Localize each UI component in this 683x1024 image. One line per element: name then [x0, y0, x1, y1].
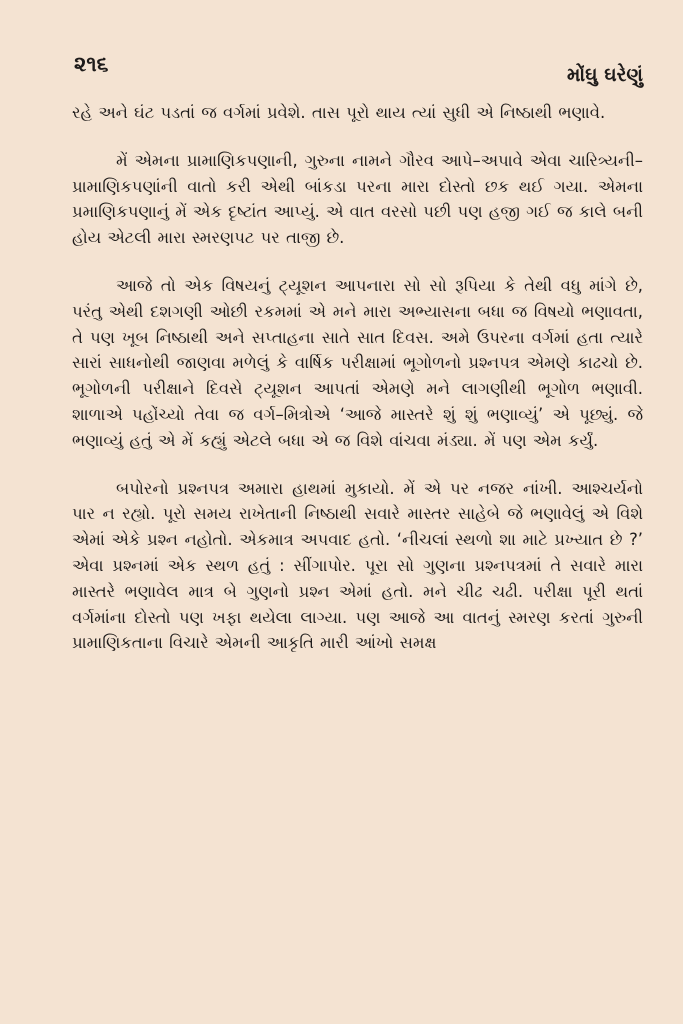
paragraph-continuation: રહે અને ઘંટ પડતાં જ વર્ગમાં પ્રવેશે. તાસ પૂરો થાય ત્યાં સુધી એ નિષ્ઠાથી ભણાવે.	[72, 103, 606, 122]
page-number: ૨૧૬	[74, 52, 109, 76]
paragraph-4: બપોરનો પ્રશ્નપત્ર અમારા હાથમાં મુકાયો. મેં એ પર નજર નાંખી. આશ્ચર્યનો પાર ન રહ્યો. પૂરો સમય રાખેતાની નિષ્ઠાથી સવારે માસ્તર સાહેબે જે ભણાવેલું એ વિશે એમાં એકે પ્રશ્ન નહોતો. એકમાત્ર અપવાદ હતો. ‘નીચલાં સ્થળો શા માટે પ્રખ્યાત છે ?’ એવા પ્રશ્નમાં એક સ્થળ હતું : સીંગાપોર. પૂરા સો ગુણના પ્રશ્નપત્રમાં તે સવારે મારા માસ્તરે ભણાવેલ માત્ર બે ગુણનો પ્રશ્ન એમાં હતો. મને ચીઢ ચઢી. પરીક્ષા પૂરી થતાં વર્ગમાંના દોસ્તો પણ ખફા થયેલા લાગ્યા. પણ આજે આ વાતનું સ્મરણ કરતાં ગુરુની પ્રામાણિકતાના વિચારે એમની આકૃતિ મારી આંખો સમક્ષ	[72, 478, 643, 653]
body-text	[72, 100, 643, 656]
running-title: મોંઘુ ઘરેણું	[567, 64, 643, 86]
paragraph-2: મેં એમના પ્રામાણિકપણાની, ગુરુના નામને ગૌરવ આપે–અપાવે એવા ચારિત્ર્યની–પ્રામાણિકપણાંની વાતો કરી એથી બાંકડા પરના મારા દોસ્તો છક થઈ ગયા. એમના પ્રમાણિકપણાનું મેં એક દૃષ્ટાંત આપ્યું. એ વાત વરસો પછી પણ હજી ગઈ જ કાલે બની હોય એટલી મારા સ્મરણપટ પર તાજી છે.	[72, 150, 643, 248]
page-header	[72, 52, 643, 92]
paragraph-3: આજે તો એક વિષયનું ટ્યૂશન આપનારા સો સો રૂપિયા કે તેથી વધુ માંગે છે, પરંતુ એથી દશગણી ઓછી રકમમાં એ મને મારા અભ્યાસના બધા જ વિષયો ભણાવતા, તે પણ ખૂબ નિષ્ઠાથી અને સપ્તાહના સાતે સાત દિવસ. અમે ઉપરના વર્ગમાં હતા ત્યારે સારાં સાધનોથી જાણવા મળેલું કે વાર્ષિક પરીક્ષામાં ભૂગોળનો પ્રશ્નપત્ર એમણે કાઢચો છે. ભૂગોળની પરીક્ષાને દિવસે ટ્યૂશન આપતાં એમણે મને લાગણીથી ભૂગોળ ભણાવી. શાળાએ પહોંચ્યો તેવા જ વર્ગ–મિત્રોએ ‘આજે માસ્તરે શું શું ભણાવ્યું’ એ પૂછ્યું. જે ભણાવ્યું હતું એ મેં કહ્યું એટલે બધા એ જ વિશે વાંચવા મંડ્યા. મેં પણ એમ કર્યું.	[72, 275, 643, 450]
